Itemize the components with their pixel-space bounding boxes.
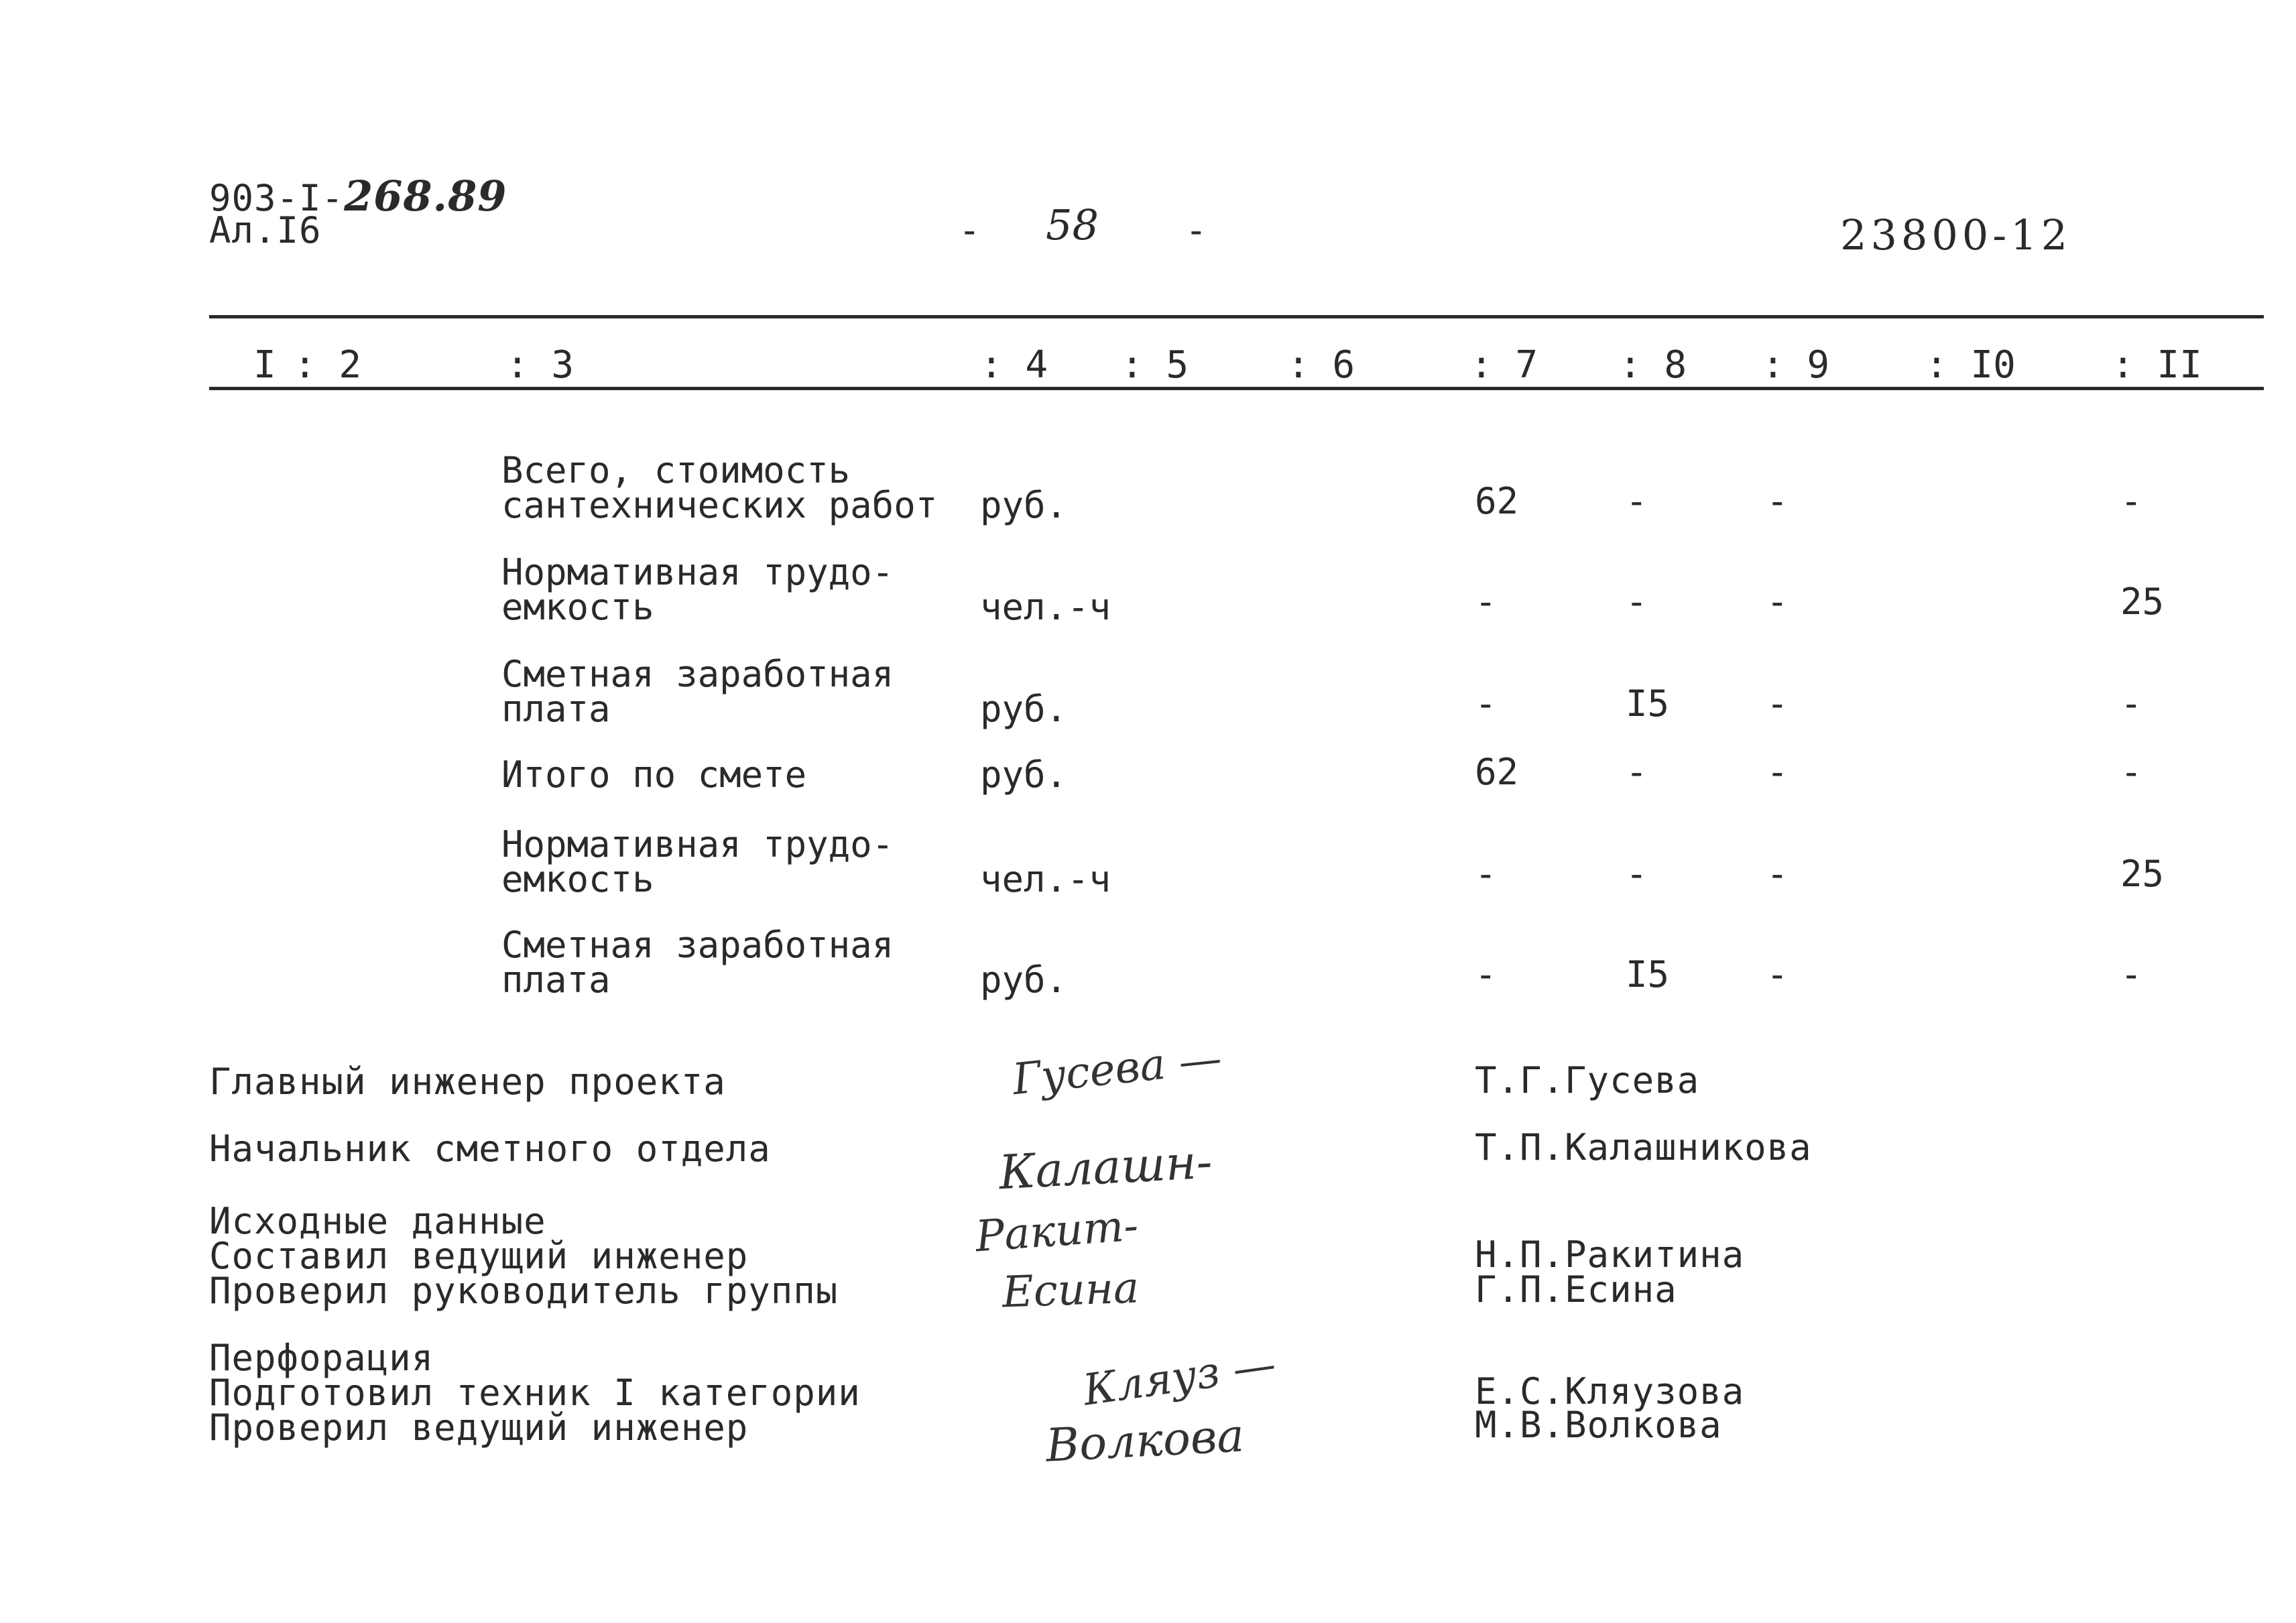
row-name-line1: Сметная заработная <box>501 924 894 966</box>
row-name-line2: сантехнических работ <box>501 484 938 526</box>
row-col7: 62 <box>1475 480 1519 522</box>
row-unit: чел.-ч <box>980 858 1111 900</box>
col-1: I <box>253 343 276 387</box>
row-name-line2: емкость <box>501 858 654 900</box>
row-col8: - <box>1626 581 1648 623</box>
row-col7: - <box>1475 853 1497 895</box>
table-header-rule <box>209 387 2264 390</box>
person-kalashnikova: Т.П.Калашникова <box>1475 1126 1812 1168</box>
page-number: 58 <box>1046 200 1099 249</box>
sheet-id: 23800-12 <box>1840 211 2072 259</box>
signature-kalashnikova: Калашн- <box>998 1134 1214 1201</box>
role-checked-by-group-lead: Проверил руководитель группы <box>209 1270 839 1312</box>
col-3: : 3 <box>506 343 575 387</box>
row-unit: руб. <box>980 484 1068 526</box>
col-6: : 6 <box>1287 343 1355 387</box>
signature-esina: Есина <box>1001 1263 1140 1318</box>
row-col11: - <box>2120 751 2142 793</box>
person-rakitina: Н.П.Ракитина <box>1475 1234 1745 1276</box>
role-checked-by-lead-engineer: Проверил ведущий инженер <box>209 1406 749 1449</box>
role-compiled-by: Составил ведущий инженер <box>209 1235 749 1277</box>
row-col7: - <box>1475 953 1497 996</box>
col-7: : 7 <box>1470 343 1538 387</box>
role-chief-engineer: Главный инженер проекта <box>209 1061 726 1103</box>
row-col7: - <box>1475 581 1497 623</box>
row-name-line1: Итого по смете <box>501 754 807 796</box>
col-9: : 9 <box>1762 343 1830 387</box>
row-name-line2: плата <box>501 959 611 1001</box>
person-esina: Г.П.Есина <box>1475 1268 1677 1311</box>
row-name-line1: Сметная заработная <box>501 653 894 695</box>
row-col7: 62 <box>1475 751 1519 793</box>
row-col11: 25 <box>2120 581 2165 623</box>
col-2: : 2 <box>294 343 362 387</box>
row-name-line2: плата <box>501 688 611 730</box>
col-5: : 5 <box>1121 343 1189 387</box>
table-top-rule <box>209 315 2264 318</box>
row-col8: - <box>1626 480 1648 522</box>
row-col9: - <box>1766 751 1789 793</box>
row-col11: - <box>2120 953 2142 996</box>
col-8: : 8 <box>1619 343 1687 387</box>
col-11: : II <box>2112 343 2202 387</box>
row-col9: - <box>1766 682 1789 725</box>
row-col9: - <box>1766 581 1789 623</box>
row-col9: - <box>1766 853 1789 895</box>
signature-guseva: Гусева — <box>1010 1033 1224 1105</box>
page-dash-right: - <box>1185 209 1208 251</box>
row-col8: I5 <box>1626 682 1670 725</box>
signature-volkova: Волкова <box>1044 1409 1246 1473</box>
row-unit: руб. <box>980 688 1068 730</box>
row-col8: - <box>1626 853 1648 895</box>
person-guseva: Т.Г.Гусева <box>1475 1059 1700 1101</box>
person-klyauzova: Е.С.Кляузова <box>1475 1370 1745 1412</box>
person-volkova: М.В.Волкова <box>1475 1404 1722 1446</box>
row-col11: - <box>2120 682 2142 725</box>
row-col11: - <box>2120 480 2142 522</box>
doc-code-hand: 268.89 <box>344 172 507 221</box>
page-dash-left: - <box>959 209 981 251</box>
role-perforation: Перфорация <box>209 1337 434 1379</box>
album-label: Ал.I6 <box>209 209 322 251</box>
row-col9: - <box>1766 953 1789 996</box>
row-name-line1: Нормативная трудо- <box>501 551 894 593</box>
row-unit: руб. <box>980 959 1068 1001</box>
row-name-line1: Всего, стоимость <box>501 449 851 491</box>
row-col11: 25 <box>2120 853 2165 895</box>
row-name-line2: емкость <box>501 586 654 628</box>
role-head-estimating: Начальник сметного отдела <box>209 1128 771 1170</box>
col-4: : 4 <box>980 343 1048 387</box>
signature-rakitina: Ракит- <box>973 1201 1140 1262</box>
row-unit: чел.-ч <box>980 586 1111 628</box>
row-col8: I5 <box>1626 953 1670 996</box>
signature-klyauzova: Кляуз — <box>1080 1339 1279 1416</box>
col-10: : I0 <box>1925 343 2016 387</box>
role-source-data: Исходные данные <box>209 1200 546 1242</box>
row-unit: руб. <box>980 754 1068 796</box>
row-col7: - <box>1475 682 1497 725</box>
role-prepared-by-technician: Подготовил техник I категории <box>209 1372 861 1414</box>
row-name-line1: Нормативная трудо- <box>501 823 894 865</box>
row-col9: - <box>1766 480 1789 522</box>
doc-code-prefix: 903-I- <box>209 177 345 219</box>
row-col8: - <box>1626 751 1648 793</box>
